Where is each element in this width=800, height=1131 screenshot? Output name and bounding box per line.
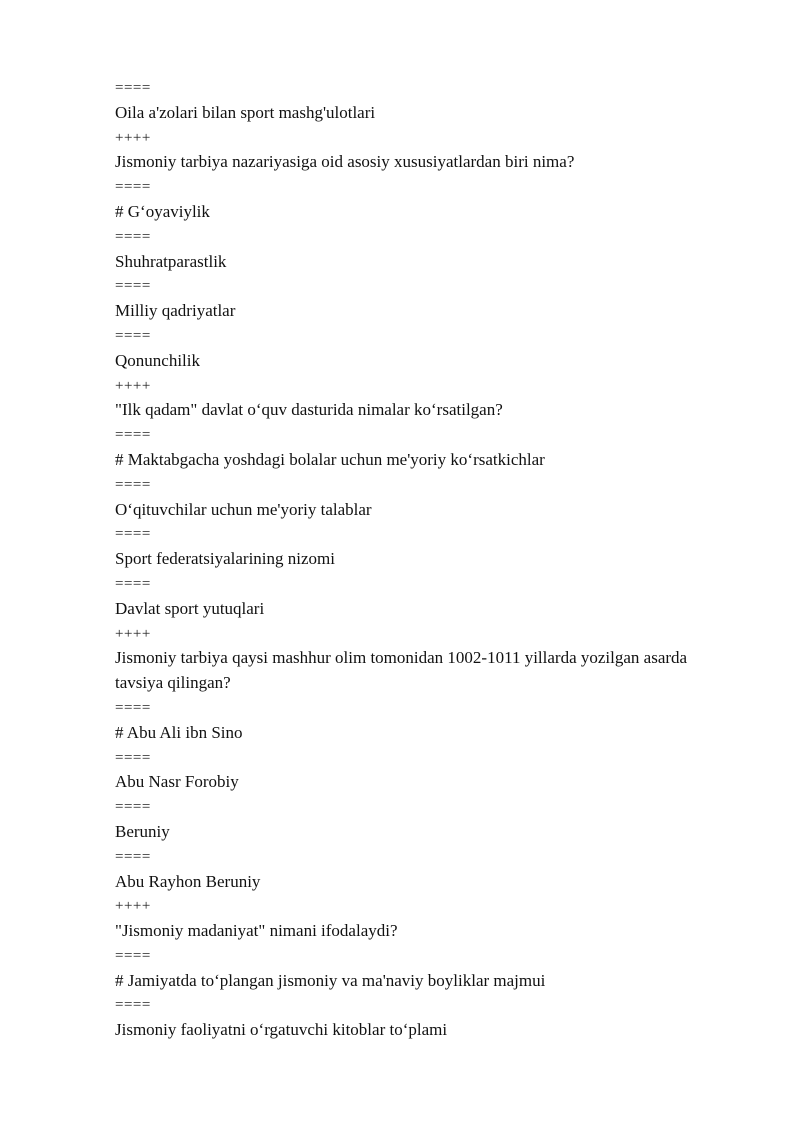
question-separator: ++++: [115, 898, 151, 915]
answer-option: Beruniy: [115, 821, 170, 841]
answer-option: Shuhratparastlik: [115, 251, 227, 271]
answer-option: Davlat sport yutuqlari: [115, 598, 265, 618]
separator-line: ====: [115, 278, 151, 295]
answer-option: Qonunchilik: [115, 350, 200, 370]
question-separator: ++++: [115, 625, 151, 642]
separator-line: ====: [115, 476, 151, 493]
separator-line: ====: [115, 327, 151, 344]
separator-line: ====: [115, 575, 151, 592]
separator-line: ====: [115, 427, 151, 444]
answer-option: Abu Rayhon Beruniy: [115, 871, 261, 891]
question-text: Jismoniy tarbiya qaysi mashhur olim tomonidan 1002-1011 yillarda yozilgan asarda tavsiya qilingan?: [115, 648, 688, 693]
question-separator: ++++: [115, 377, 151, 394]
separator-line: ====: [115, 228, 151, 245]
separator-line: ====: [115, 179, 151, 196]
separator-line: ====: [115, 848, 151, 865]
answer-option: Oila a'zolari bilan sport mashg'ulotlari: [115, 102, 376, 122]
separator-line: ====: [115, 699, 151, 716]
correct-answer-option: # Abu Ali ibn Sino: [115, 722, 243, 742]
correct-answer-option: # Jamiyatda to‘plangan jismoniy va ma'naviy boyliklar majmui: [115, 970, 546, 990]
correct-answer-option: # G‘oyaviylik: [115, 201, 210, 221]
separator-line: ====: [115, 749, 151, 766]
question-text: "Ilk qadam" davlat o‘quv dasturida nimalar ko‘rsatilgan?: [115, 400, 503, 420]
answer-option: Sport federatsiyalarining nizomi: [115, 549, 335, 569]
document-body: [115, 76, 715, 1043]
question-text: "Jismoniy madaniyat" nimani ifodalaydi?: [115, 921, 398, 941]
question-separator: ++++: [115, 129, 151, 146]
separator-line: ====: [115, 526, 151, 543]
separator-line: ====: [115, 80, 151, 96]
separator-line: ====: [115, 799, 151, 816]
question-text: Jismoniy tarbiya nazariyasiga oid asosiy xususiyatlardan biri nima?: [115, 152, 575, 172]
answer-option: Milliy qadriyatlar: [115, 301, 236, 321]
answer-option: Abu Nasr Forobiy: [115, 772, 239, 792]
separator-line: ====: [115, 997, 151, 1014]
answer-option: O‘qituvchilar uchun me'yoriy talablar: [115, 499, 372, 519]
correct-answer-option: # Maktabgacha yoshdagi bolalar uchun me'yoriy ko‘rsatkichlar: [115, 449, 545, 469]
answer-option: Jismoniy faoliyatni o‘rgatuvchi kitoblar to‘plami: [115, 1020, 448, 1040]
separator-line: ====: [115, 947, 151, 964]
